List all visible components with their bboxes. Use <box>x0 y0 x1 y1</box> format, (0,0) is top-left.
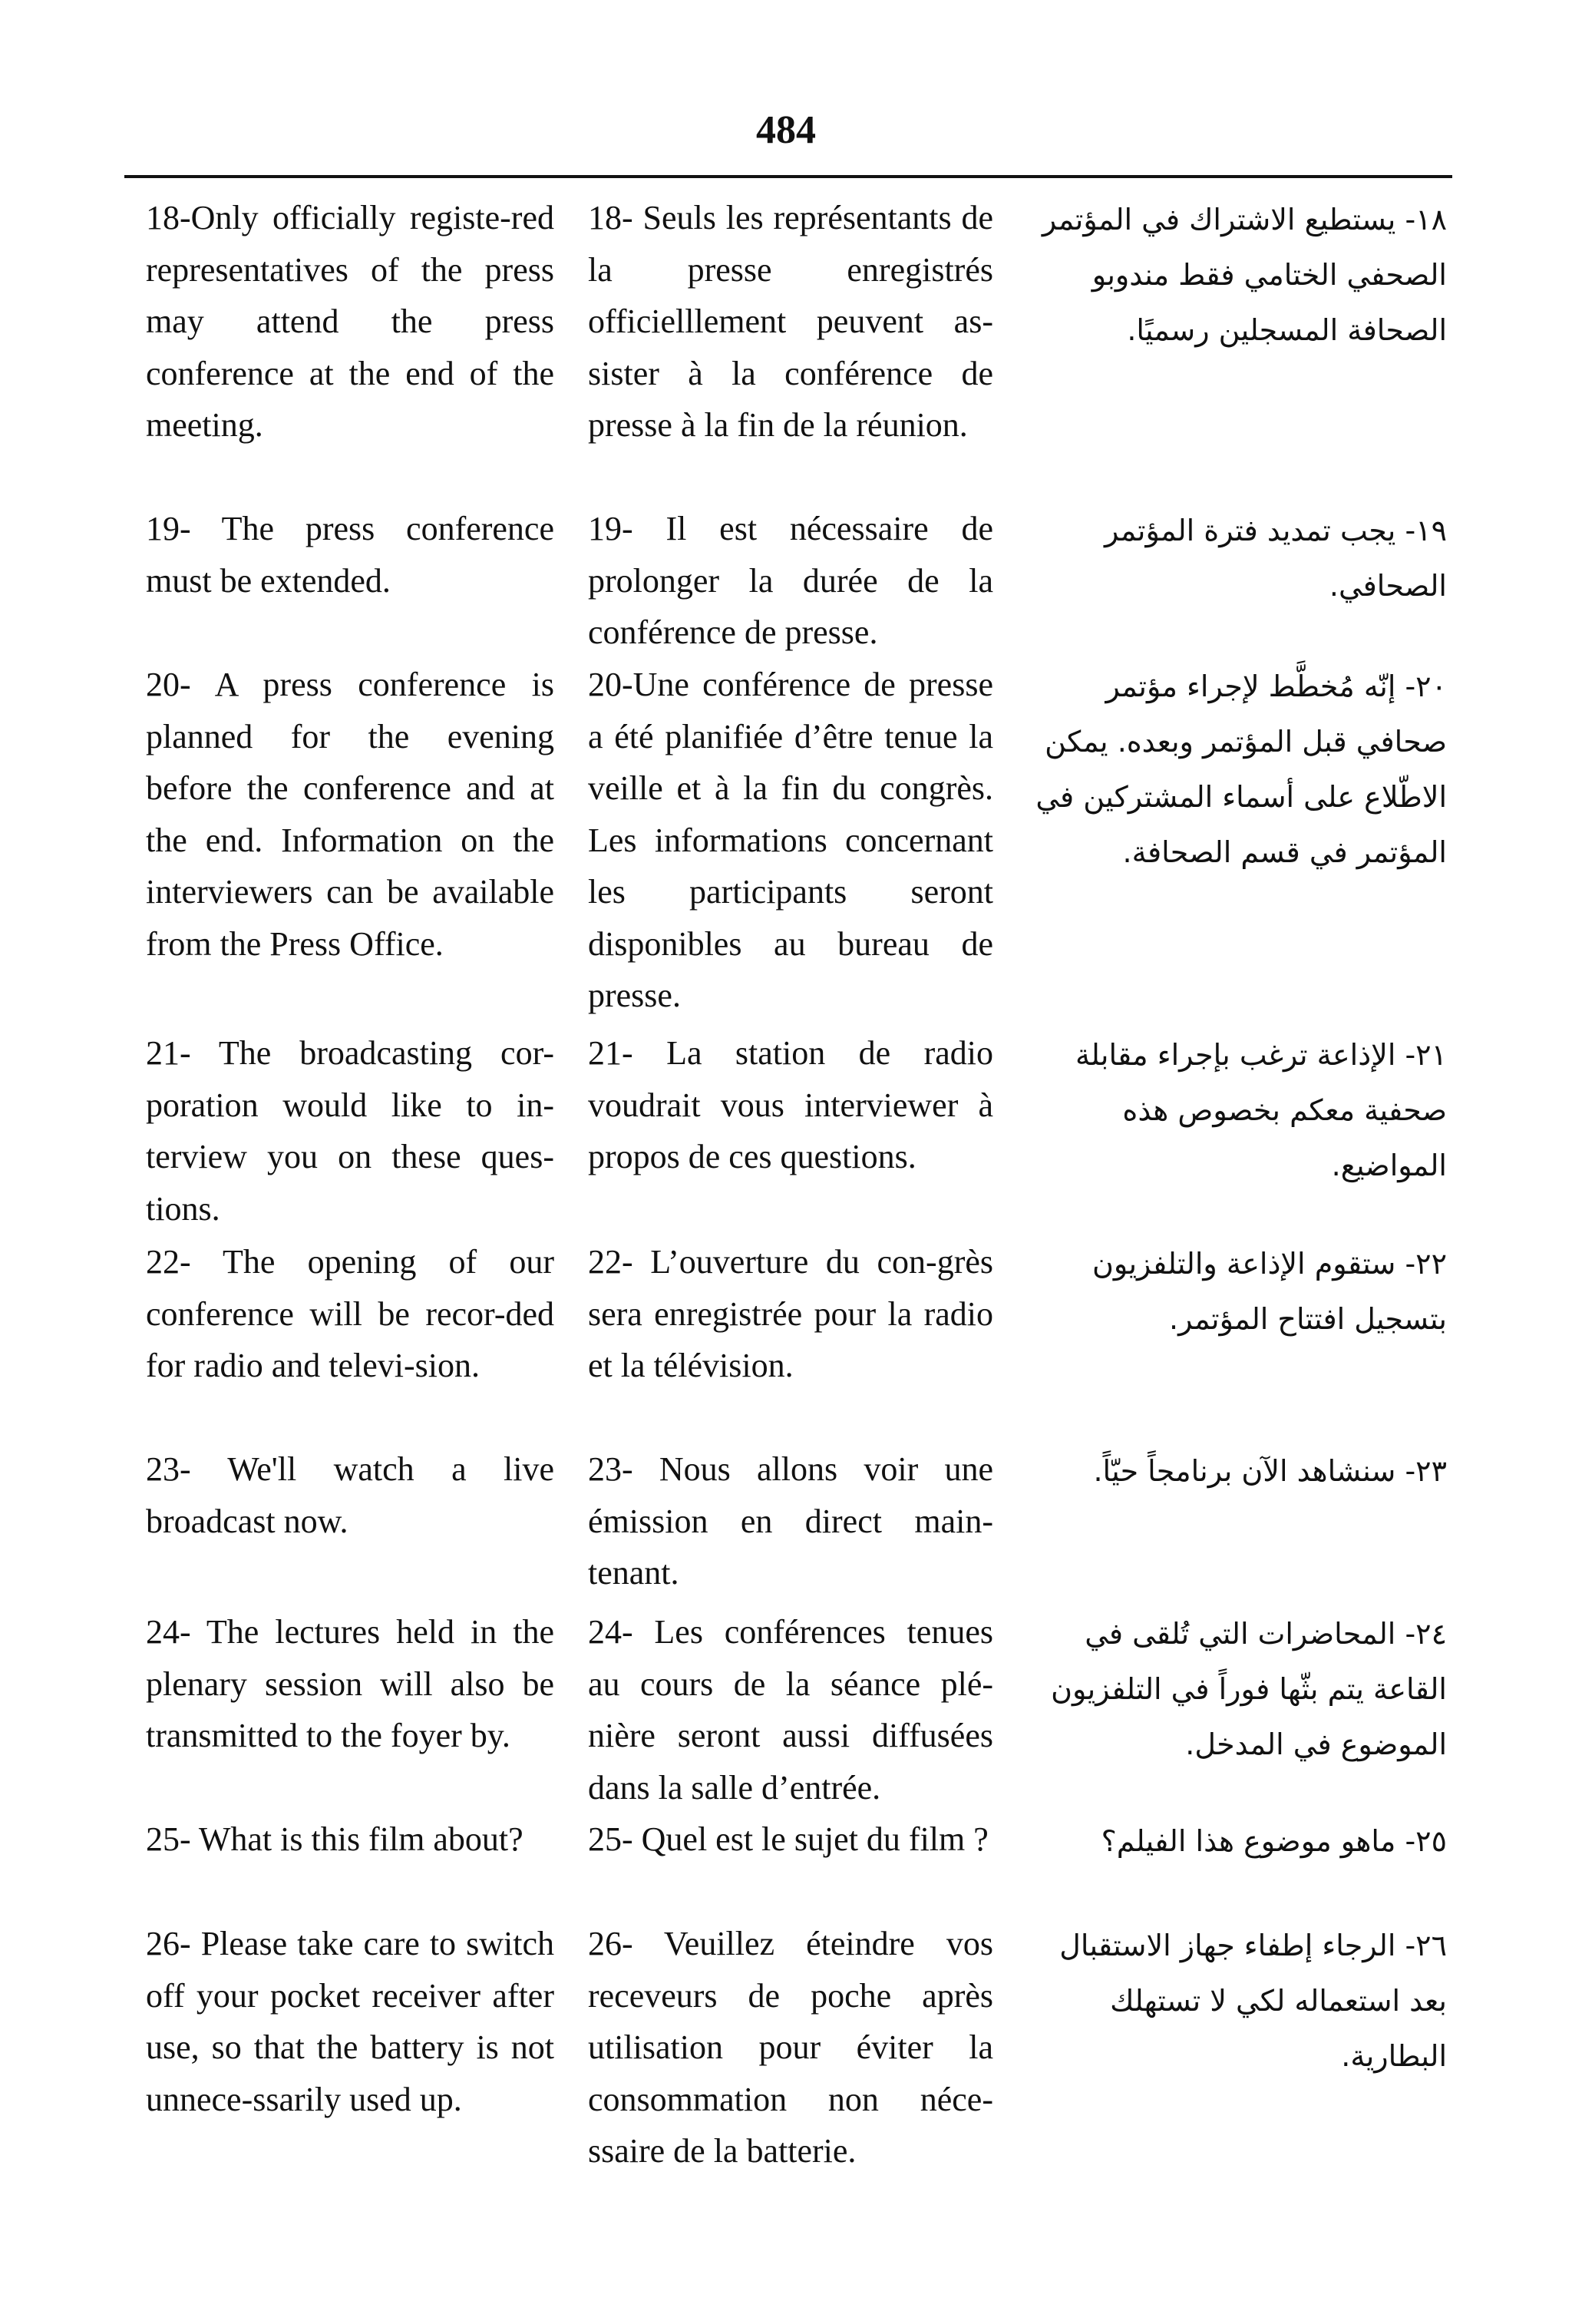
entry-english: 19- The press conference must be extended. <box>146 510 554 600</box>
entry-french: 20-Une conférence de presse a été planifiée d’être tenue la veille et à la fin du congrès. Les informations concernant les participants seront disponibles au bureau de presse. <box>588 666 993 1014</box>
entry-french: 21- La station de radio voudrait vous interviewer à propos de ces questions. <box>588 1034 993 1175</box>
entry-english: 18-Only officially registe-red representatives of the press may attend the press conference at the end of the meeting. <box>146 199 554 444</box>
entry-french: 25- Quel est le sujet du film ? <box>588 1820 989 1858</box>
entry-english: 24- The lectures held in the plenary session will also be transmitted to the foyer by. <box>146 1613 554 1754</box>
entry-french: 23- Nous allons voir une émission en direct main-tenant. <box>588 1450 993 1592</box>
page-number: 484 <box>756 108 816 152</box>
entry-arabic: ٢٣- سنشاهد الآن برنامجاً حيّاً. <box>1093 1454 1447 1488</box>
entry-french: 19- Il est nécessaire de prolonger la durée de la conférence de presse. <box>588 510 993 651</box>
entry-french: 22- L’ouverture du con-grès sera enregistrée pour la radio et la télévision. <box>588 1243 993 1384</box>
header-rule <box>124 175 1452 178</box>
entry-arabic: ٢٤- المحاضرات التي تُلقى في القاعة يتم بثّها فوراً في التلفزيون الموضوع في المدخل. <box>1051 1617 1447 1761</box>
entry-arabic: ٢١- الإذاعة ترغب بإجراء مقابلة صحفية معكم بخصوص هذه المواضيع. <box>1075 1038 1447 1182</box>
entry-arabic: ١٨- يستطيع الاشتراك في المؤتمر الصحفي الختامي فقط مندوبو الصحافة المسجلين رسميًا. <box>1042 203 1447 347</box>
entry-english: 25- What is this film about? <box>146 1820 523 1858</box>
entry-arabic: ٢٠- إنّه مُخطَّط لإجراء مؤتمر صحافي قبل المؤتمر وبعده. يمكن الاطّلاع على أسماء المشتركين في المؤتمر في قسم الصحافة. <box>1035 669 1447 869</box>
entry-english: 20- A press conference is planned for the evening before the conference and at the end. Information on the interviewers can be available from the Press Office. <box>146 666 554 963</box>
entry-french: 24- Les conférences tenues au cours de la séance plé-nière seront aussi diffusées dans la salle d’entrée. <box>588 1613 993 1807</box>
entry-arabic: ٢٥- ماهو موضوع هذا الفيلم؟ <box>1101 1824 1447 1858</box>
entry-arabic: ١٩- يجب تمديد فترة المؤتمر الصحافي. <box>1104 514 1447 603</box>
entry-arabic: ٢٢- ستقوم الإذاعة والتلفزيون بتسجيل افتتاح المؤتمر. <box>1091 1247 1447 1336</box>
entry-english: 26- Please take care to switch off your pocket receiver after use, so that the battery is not unnece-ssarily used up. <box>146 1925 554 2118</box>
entry-arabic: ٢٦- الرجاء إطفاء جهاز الاستقبال بعد استعماله لكي لا تستهلك البطارية. <box>1059 1929 1447 2073</box>
entry-english: 22- The opening of our conference will be recor-ded for radio and televi-sion. <box>146 1243 554 1384</box>
entry-english: 23- We'll watch a live broadcast now. <box>146 1450 554 1540</box>
entry-french: 18- Seuls les représentants de la presse enregistrés officielllement peuvent as-sister à la conférence de presse à la fin de la réunion. <box>588 199 993 444</box>
entry-french: 26- Veuillez éteindre vos receveurs de poche après utilisation pour éviter la consommation non néce-ssaire de la batterie. <box>588 1925 993 2170</box>
entry-english: 21- The broadcasting cor-poration would like to in-terview you on these ques-tions. <box>146 1034 554 1228</box>
